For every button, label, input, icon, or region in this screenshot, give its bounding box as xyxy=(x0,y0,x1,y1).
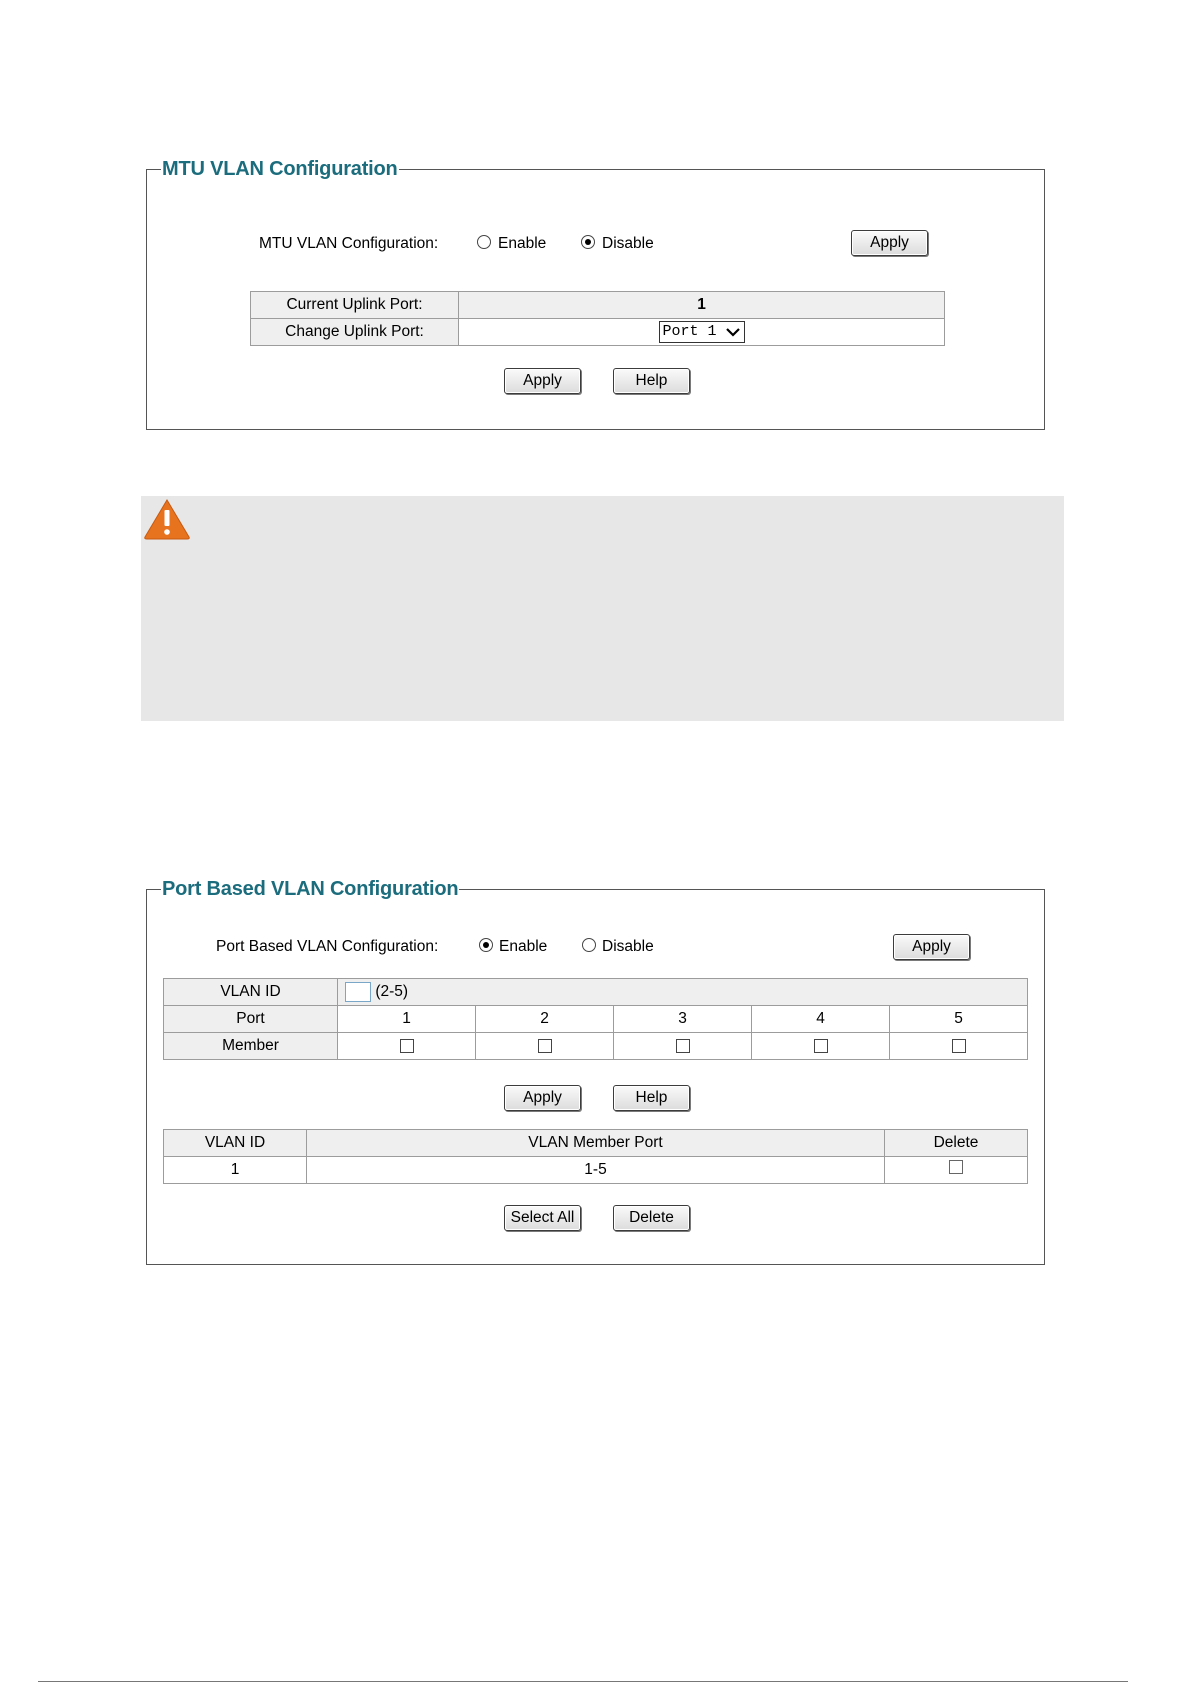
mtu-vlan-legend: MTU VLAN Configuration xyxy=(162,158,398,180)
vlan-id-row xyxy=(164,979,1028,1006)
uplink-port-select-value: Port 1 xyxy=(662,323,717,340)
chevron-down-icon xyxy=(725,324,741,340)
mtu-enable-radio[interactable] xyxy=(477,235,491,249)
vlan-list-table xyxy=(163,1129,1028,1184)
mtu-enable-label: Enable xyxy=(498,235,547,252)
delete-button[interactable]: Delete xyxy=(613,1205,690,1231)
member-checkbox-port-1[interactable] xyxy=(400,1039,414,1053)
vlan-id-label: VLAN ID xyxy=(164,979,338,1006)
member-checkbox-port-5[interactable] xyxy=(952,1039,966,1053)
port-vlan-apply-button[interactable]: Apply xyxy=(504,1085,581,1111)
row-vlan-id: 1 xyxy=(164,1157,307,1184)
mtu-disable-label: Disable xyxy=(602,235,654,252)
mtu-config-label: MTU VLAN Configuration: xyxy=(259,235,439,252)
member-cell xyxy=(476,1033,614,1060)
mtu-apply-top-button[interactable]: Apply xyxy=(851,230,928,256)
port-vlan-disable-radio[interactable] xyxy=(582,938,596,952)
current-uplink-value: 1 xyxy=(459,292,945,319)
mtu-help-button[interactable]: Help xyxy=(613,368,690,394)
port-number: 4 xyxy=(752,1006,890,1033)
vlan-id-input-cell xyxy=(338,979,1028,1006)
port-number: 1 xyxy=(338,1006,476,1033)
member-checkbox-port-4[interactable] xyxy=(814,1039,828,1053)
port-vlan-enable-radio[interactable] xyxy=(479,938,493,952)
member-cell xyxy=(890,1033,1028,1060)
vlan-id-input[interactable] xyxy=(345,982,371,1002)
port-vlan-help-button[interactable]: Help xyxy=(613,1085,690,1111)
member-cell xyxy=(614,1033,752,1060)
mtu-disable-radio[interactable] xyxy=(581,235,595,249)
current-uplink-label: Current Uplink Port: xyxy=(251,292,459,319)
port-vlan-config-label: Port Based VLAN Configuration: xyxy=(216,938,439,955)
member-cell xyxy=(752,1033,890,1060)
port-row xyxy=(164,1006,1028,1033)
mtu-apply-button[interactable]: Apply xyxy=(504,368,581,394)
warning-icon xyxy=(143,498,191,540)
member-checkbox-port-2[interactable] xyxy=(538,1039,552,1053)
row-delete-cell xyxy=(885,1157,1028,1184)
uplink-port-select[interactable] xyxy=(659,321,745,343)
vlan-list-header xyxy=(164,1130,1028,1157)
vlan-id-range: (2-5) xyxy=(375,983,409,1001)
note-box xyxy=(141,496,1064,721)
port-vlan-apply-top-button[interactable]: Apply xyxy=(893,934,970,960)
port-number: 3 xyxy=(614,1006,752,1033)
col-header-member-port: VLAN Member Port xyxy=(307,1130,885,1157)
member-label: Member xyxy=(164,1033,338,1060)
page-bottom-rule xyxy=(38,1681,1128,1682)
select-all-button[interactable]: Select All xyxy=(504,1205,581,1231)
change-uplink-row xyxy=(251,319,945,346)
port-vlan-legend: Port Based VLAN Configuration xyxy=(162,878,459,900)
col-header-delete: Delete xyxy=(885,1130,1028,1157)
port-number: 5 xyxy=(890,1006,1028,1033)
port-vlan-enable-label: Enable xyxy=(499,938,548,955)
change-uplink-label: Change Uplink Port: xyxy=(251,319,459,346)
member-checkbox-port-3[interactable] xyxy=(676,1039,690,1053)
col-header-vlan-id: VLAN ID xyxy=(164,1130,307,1157)
port-vlan-member-table xyxy=(163,978,1028,1060)
port-number: 2 xyxy=(476,1006,614,1033)
row-delete-checkbox[interactable] xyxy=(949,1160,963,1174)
member-row xyxy=(164,1033,1028,1060)
table-row xyxy=(164,1157,1028,1184)
current-uplink-row xyxy=(251,292,945,319)
row-member-port: 1-5 xyxy=(307,1157,885,1184)
member-cell xyxy=(338,1033,476,1060)
port-vlan-disable-label: Disable xyxy=(602,938,654,955)
change-uplink-cell xyxy=(459,319,945,346)
port-label: Port xyxy=(164,1006,338,1033)
mtu-uplink-table xyxy=(250,291,945,346)
